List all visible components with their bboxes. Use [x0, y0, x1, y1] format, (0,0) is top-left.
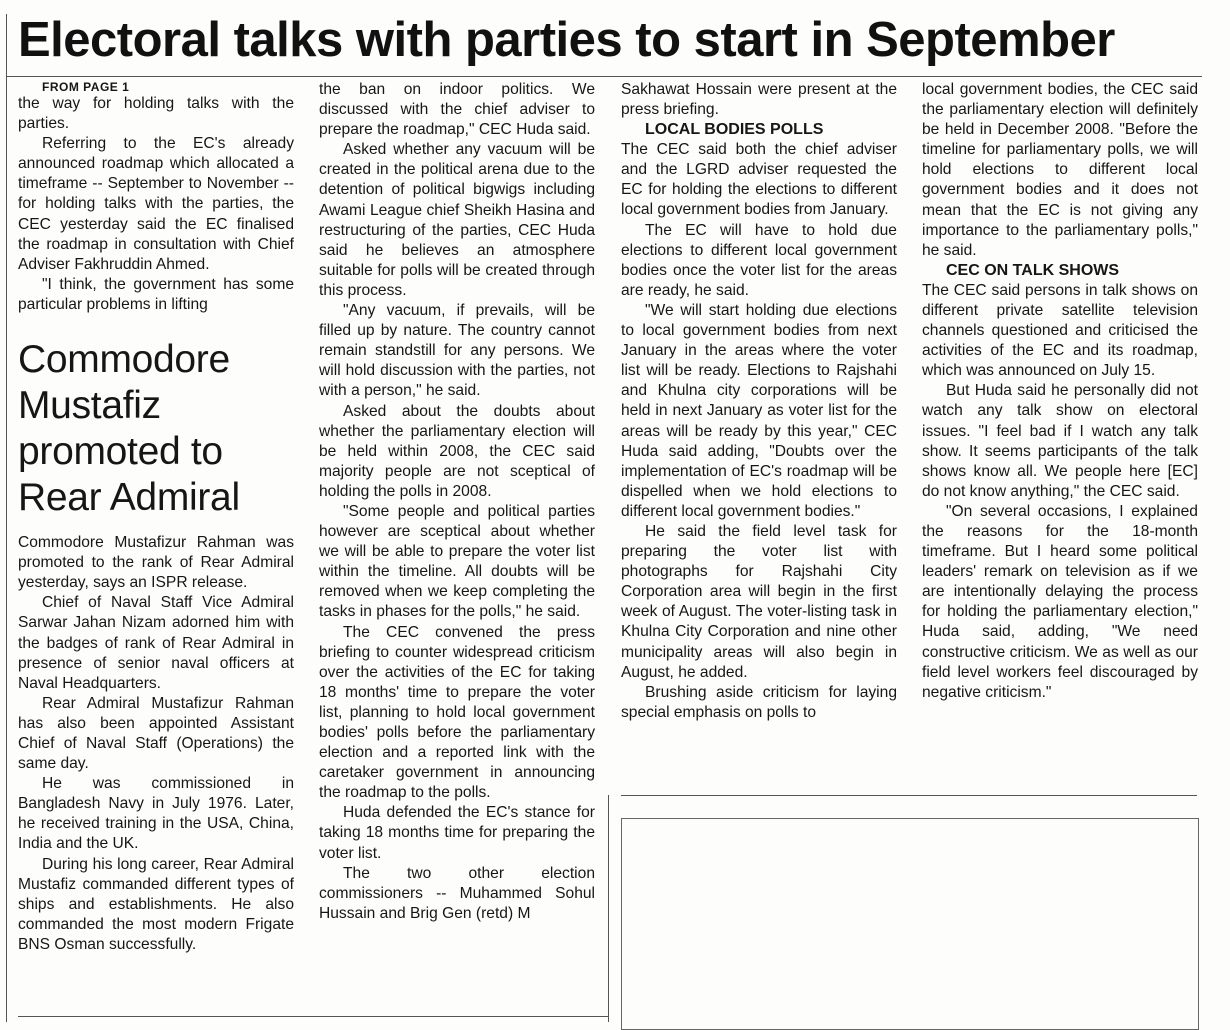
bottom-rule [18, 1016, 608, 1017]
paragraph: the way for holding talks with the parties. [18, 95, 294, 133]
sidebar-paragraph: Chief of Naval Staff Vice Admiral Sarwar Jahan Nizam adorned him with the badges of rank of Rear Admiral in presence of senior naval officers at Naval Headquarters. [18, 594, 294, 692]
paragraph: Brushing aside criticism for laying special emphasis on polls to [621, 683, 897, 721]
sidebar-story-headline: Commodore Mustafiz promoted to Rear Admiral [18, 338, 240, 520]
column-rule-2-3 [608, 795, 609, 1022]
paragraph: "On several occasions, I explained the reasons for the 18-month timeframe. But I heard some political leaders' remark on television as if we are intentionally delaying the process for holding the parliamentary election," Huda said, adding, "We need constructive criticism. We as well as our field level workers feel discouraged by negative criticism." [922, 502, 1198, 701]
subhead-local-bodies-polls: LOCAL BODIES POLLS [645, 121, 824, 139]
paragraph: Referring to the EC's already announced roadmap which allocated a timeframe -- September to November -- for holding talks with the parties, the CEC yesterday said the EC finalised the roadmap in consultation with Chief Adviser Fakhruddin Ahmed. [18, 135, 294, 273]
column-3 [621, 80, 897, 792]
sidebar-paragraph: Rear Admiral Mustafizur Rahman has also been appointed Assistant Chief of Naval Staff (Operations) the same day. [18, 694, 294, 773]
headline: Electoral talks with parties to start in September [18, 13, 1115, 67]
paragraph: The EC will have to hold due elections to different local government bodies once the voter list for the areas are ready, he said. [621, 221, 897, 299]
paragraph: The CEC said both the chief adviser and the LGRD adviser requested the EC for holding the elections to different local government bodies from January. [621, 141, 897, 219]
column-2 [319, 80, 595, 1015]
paragraph: the ban on indoor politics. We discussed with the chief adviser to prepare the roadmap," CEC Huda said. [319, 81, 595, 139]
paragraph: "I think, the government has some particular problems in lifting [18, 275, 294, 313]
section-divider-rule [621, 795, 1197, 796]
continuation-kicker: FROM PAGE 1 [42, 80, 130, 94]
paragraph: But Huda said he personally did not watch any talk show on electoral issues. "I feel bad if I watch any talk show. It seems participants of the talk shows know all. We people here [EC] do not know anything," the CEC said. [922, 382, 1198, 500]
paragraph: Asked whether any vacuum will be created in the political arena due to the detention of political bigwigs including Awami League chief Sheikh Hasina and restructuring of the parties, CEC Huda said he believes an atmosphere suitable for polls will be created through this process. [319, 141, 595, 299]
left-border-rule [6, 14, 7, 1022]
paragraph: The two other election commissioners -- Muhammed Sohul Hussain and Brig Gen (retd) M [319, 864, 595, 922]
paragraph: "We will start holding due elections to local government bodies from next January in the areas where the voter list will be ready. Elections to Rajshahi and Khulna city corporations will be held in next January as voter list for the areas will be ready by this year," CEC Huda said adding, "Doubts over the implementation of EC's roadmap will be dispelled when we hold elections to different local government bodies." [621, 301, 897, 520]
paragraph: Sakhawat Hossain were present at the press briefing. [621, 81, 897, 119]
paragraph: The CEC convened the press briefing to counter widespread criticism over the activities of the EC for taking 18 months' time to prepare the voter list, planning to hold local government bodies' polls before the parliamentary election and a reported link with the caretaker government in announcing the roadmap to the polls. [319, 623, 595, 802]
subhead-cec-on-talk-shows: CEC ON TALK SHOWS [946, 261, 1120, 279]
paragraph: Huda defended the EC's stance for taking 18 months time for preparing the voter list. [319, 804, 595, 862]
paragraph: "Any vacuum, if prevails, will be filled up by nature. The country cannot remain standstill for any persons. We will hold discussion with the parties, not with a person," he said. [319, 302, 595, 400]
empty-ad-box [621, 818, 1199, 1030]
sidebar-paragraph: He was commissioned in Bangladesh Navy in July 1976. Later, he received training in the USA, China, India and the UK. [18, 775, 294, 853]
paragraph: He said the field level task for preparing the voter list with photographs for Rajshahi City Corporation area will begin in the first week of August. The voter-listing task in Khulna City Corporation and nine other municipality areas will also begin in August, he added. [621, 522, 897, 681]
sidebar-paragraph: During his long career, Rear Admiral Mustafiz commanded different types of ships and establishments. He also commanded the most modern Frigate BNS Osman successfully. [18, 855, 294, 953]
paragraph: "Some people and political parties however are sceptical about whether we will be able to prepare the voter list within the timeline. All doubts will be removed when we keep completing the tasks in phases for the polls," he said. [319, 502, 595, 621]
sidebar-paragraph: Commodore Mustafizur Rahman was promoted to the rank of Rear Admiral yesterday, says an ISPR release. [18, 534, 294, 592]
paragraph: Asked about the doubts about whether the parliamentary election will be held within 2008, the CEC said majority people are not sceptical of holding the polls in 2008. [319, 402, 595, 500]
column-1 [18, 80, 294, 1015]
column-4 [922, 80, 1198, 792]
paragraph: local government bodies, the CEC said the parliamentary election will definitely be held in December 2008. "Before the timeline for parliamentary polls, we will hold elections to different local government bodies and it does not mean that the EC is not giving any importance to the parliamentary polls," he said. [922, 81, 1198, 259]
paragraph: The CEC said persons in talk shows on different private satellite television channels questioned and criticised the activities of the EC and its roadmap, which was announced on July 15. [922, 281, 1198, 380]
